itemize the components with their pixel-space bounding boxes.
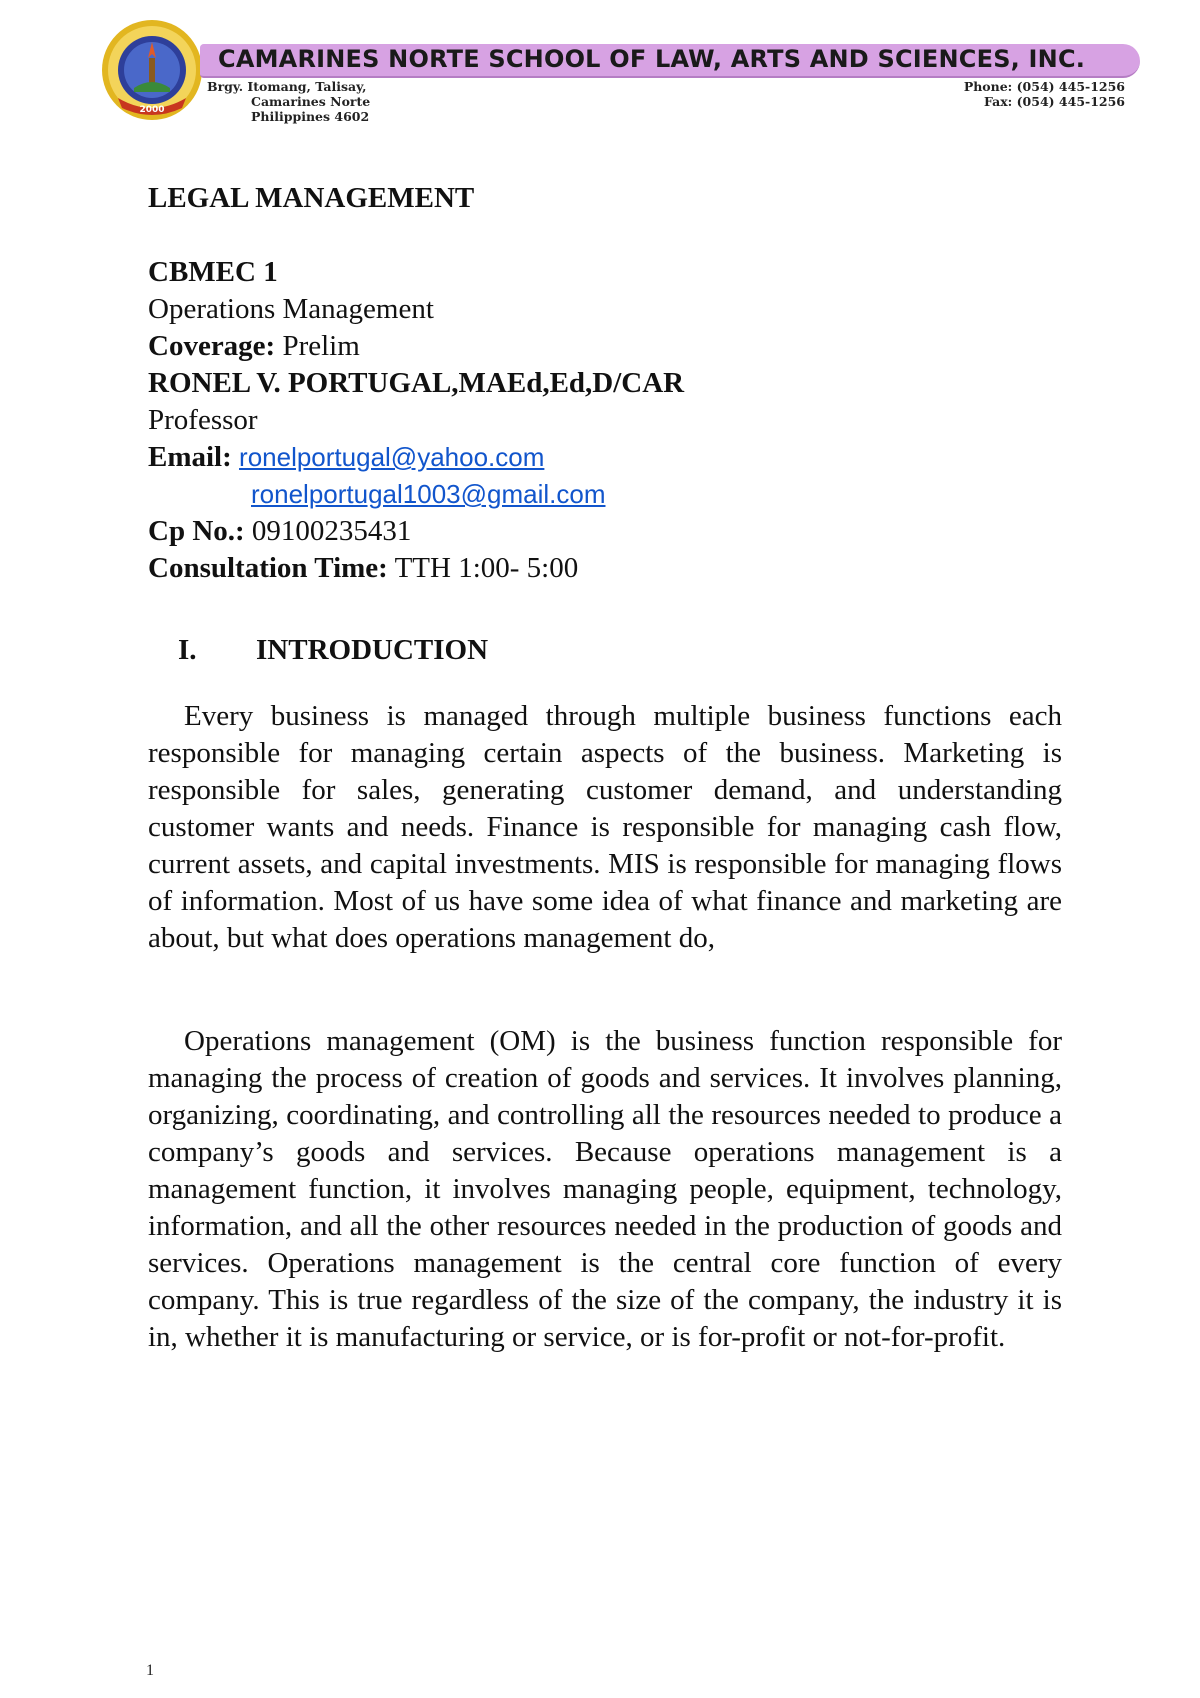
- consultation-label: Consultation Time:: [148, 552, 388, 584]
- school-name: CAMARINES NORTE SCHOOL OF LAW, ARTS AND SCIENCES, INC.: [218, 45, 1086, 73]
- fax-number: Fax: (054) 445-1256: [983, 94, 1125, 109]
- section-number: I.: [178, 634, 197, 666]
- cp-value: 09100235431: [244, 515, 412, 547]
- email-row-secondary: [148, 476, 1064, 513]
- consultation-value: TTH 1:00- 5:00: [387, 552, 579, 584]
- professor-name: RONEL V. PORTUGAL,MAEd,Ed,D/CAR: [148, 367, 685, 399]
- school-contact: [964, 79, 1125, 109]
- professor-role: Professor: [148, 404, 258, 436]
- seal-year: 2000: [139, 105, 165, 115]
- school-seal-icon: [98, 18, 206, 122]
- paragraph-text: Every business is managed through multiple business functions each responsible for managing certain aspects of the business. Marketing is responsible for sales, generating customer demand, and understanding customer wants and needs. Finance is responsible for managing cash flow, current assets, and capital investments. MIS is responsible for managing flows of information. Most of us have some idea of what finance and marketing are about, but what does operations management do,: [148, 700, 1062, 954]
- paragraph: [148, 698, 1062, 957]
- email-link-secondary[interactable]: ronelportugal1003@gmail.com: [251, 479, 606, 509]
- address-line: Philippines 4602: [251, 109, 370, 124]
- consultation-row: [148, 550, 1064, 587]
- coverage-value: Prelim: [275, 330, 360, 362]
- section-heading: [178, 632, 488, 669]
- course-title: Operations Management: [148, 293, 434, 325]
- school-address: [205, 79, 370, 124]
- paragraph-text: Operations management (OM) is the business function responsible for managing the process of creation of goods and services. It involves planning, organizing, coordinating, and controlling all the resources needed to produce a company’s goods and services. Because operations management is a management function, it involves managing people, equipment, technology, information, and all the other resources needed in the production of goods and services. Operations management is the central core function of every company. This is true regardless of the size of the company, the industry it is in, whether it is manufacturing or service, or is for-profit or not-for-profit.: [148, 1025, 1062, 1353]
- coverage-row: [148, 328, 1064, 365]
- address-line: Brgy. Itomang, Talisay,: [207, 79, 367, 94]
- course-info: [148, 180, 1064, 587]
- coverage-label: Coverage:: [148, 330, 276, 362]
- address-line: Camarines Norte: [251, 94, 371, 109]
- email-label: Email:: [148, 441, 232, 473]
- cp-row: [148, 513, 1064, 550]
- phone-number: Phone: (054) 445-1256: [963, 79, 1125, 94]
- page-number: 1: [146, 1662, 154, 1679]
- email-link-primary[interactable]: ronelportugal@yahoo.com: [239, 442, 545, 472]
- letterhead: [0, 0, 1200, 140]
- course-code: CBMEC 1: [148, 256, 278, 288]
- program-title: LEGAL MANAGEMENT: [148, 182, 475, 214]
- paragraph: [148, 1023, 1062, 1356]
- section-title: INTRODUCTION: [256, 634, 489, 666]
- email-row: [148, 439, 1064, 476]
- cp-label: Cp No.:: [148, 515, 245, 547]
